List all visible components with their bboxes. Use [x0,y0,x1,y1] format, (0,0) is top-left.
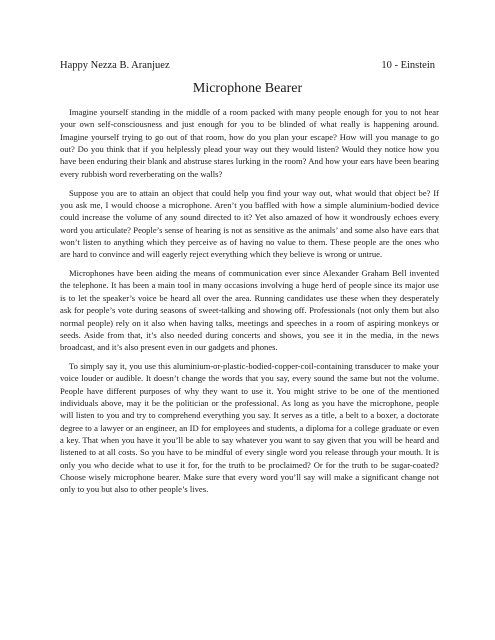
paragraph: To simply say it, you use this aluminium-or-plastic-bodied-copper-coil-containing transducer to make your voice louder or audible. It doesn’t change the words that you say, every sound the same but not the volume. People have different purposes of why they want to use it. You might strive to be one of the mentioned individuals above, may it be the politician or the professional. As long as you have the microphone, people will listen to you and try to comprehend everything you say. It serves as a title, a belt to a boxer, a doctorate degree to a lawyer or an engineer, an ID for employees and students, a diploma for a college graduate or even a key. That when you have it you’ll be able to say whatever you want to say given that you will be heard and listened to at all costs. So you have to be mindful of every single word you release through your mouth. It is only you who decide what to use it for, for the truth to be proclaimed? Or for the truth to be sugar-coated? Choose wisely microphone bearer. Make sure that every word you’ll say will make a significant change not only to you but also to other people’s lives. [60,361,439,495]
page-header [60,59,435,72]
paragraph: Suppose you are to attain an object that could help you find your way out, what would that object be? If you ask me, I would choose a microphone. Aren’t you baffled with how a simple aluminium-bodied device could increase the volume of any sound directed to it? Yet also amazed of how it wondrously echoes every word you articulate? People’s sense of hearing is not as sensitive as the animals’ and some also have ears that won’t listen to anything which they perceive as of having no value to them. These people are the ones who are hard to convince and will eagerly reject everything which they believe is wrong or untrue. [60,187,439,260]
paragraph: Microphones have been aiding the means of communication ever since Alexander Graham Bell invented the telephone. It has been a main tool in many occasions involving a huge herd of people since its major use is to let the speaker’s voice be heard all over the area. Running candidates use these when they desperately ask for people’s vote during seasons of sweet-talking and showing off. Professionals (not only them but also normal people) rely on it also when having talks, meetings and speeches in a room of aspiring monkeys or seeds. Aside from that, it’s also needed during concerts and shows, you see it in the media, in the news broadcast, and it’s also present even in our gadgets and phones. [60,268,439,353]
paragraph: Imagine yourself standing in the middle of a room packed with many people enough for you to not hear your own self-consciousness and just enough for you to be blinded of what really is happening around. Imagine yourself trying to go out of that room, how do you plan your escape? How will you manage to go out? Do you think that if you helplessly plead your way out they would listen? Would they notice how you have been enduring their blank and abstruse stares lurking in the room? And how your ears have been bearing every rubbish word reverberating on the walls? [60,107,439,179]
author-name: Happy Nezza B. Aranjuez [60,60,170,71]
document-title: Microphone Bearer [192,81,303,96]
class-section: 10 - Einstein [381,60,435,71]
essay-body [60,106,439,502]
